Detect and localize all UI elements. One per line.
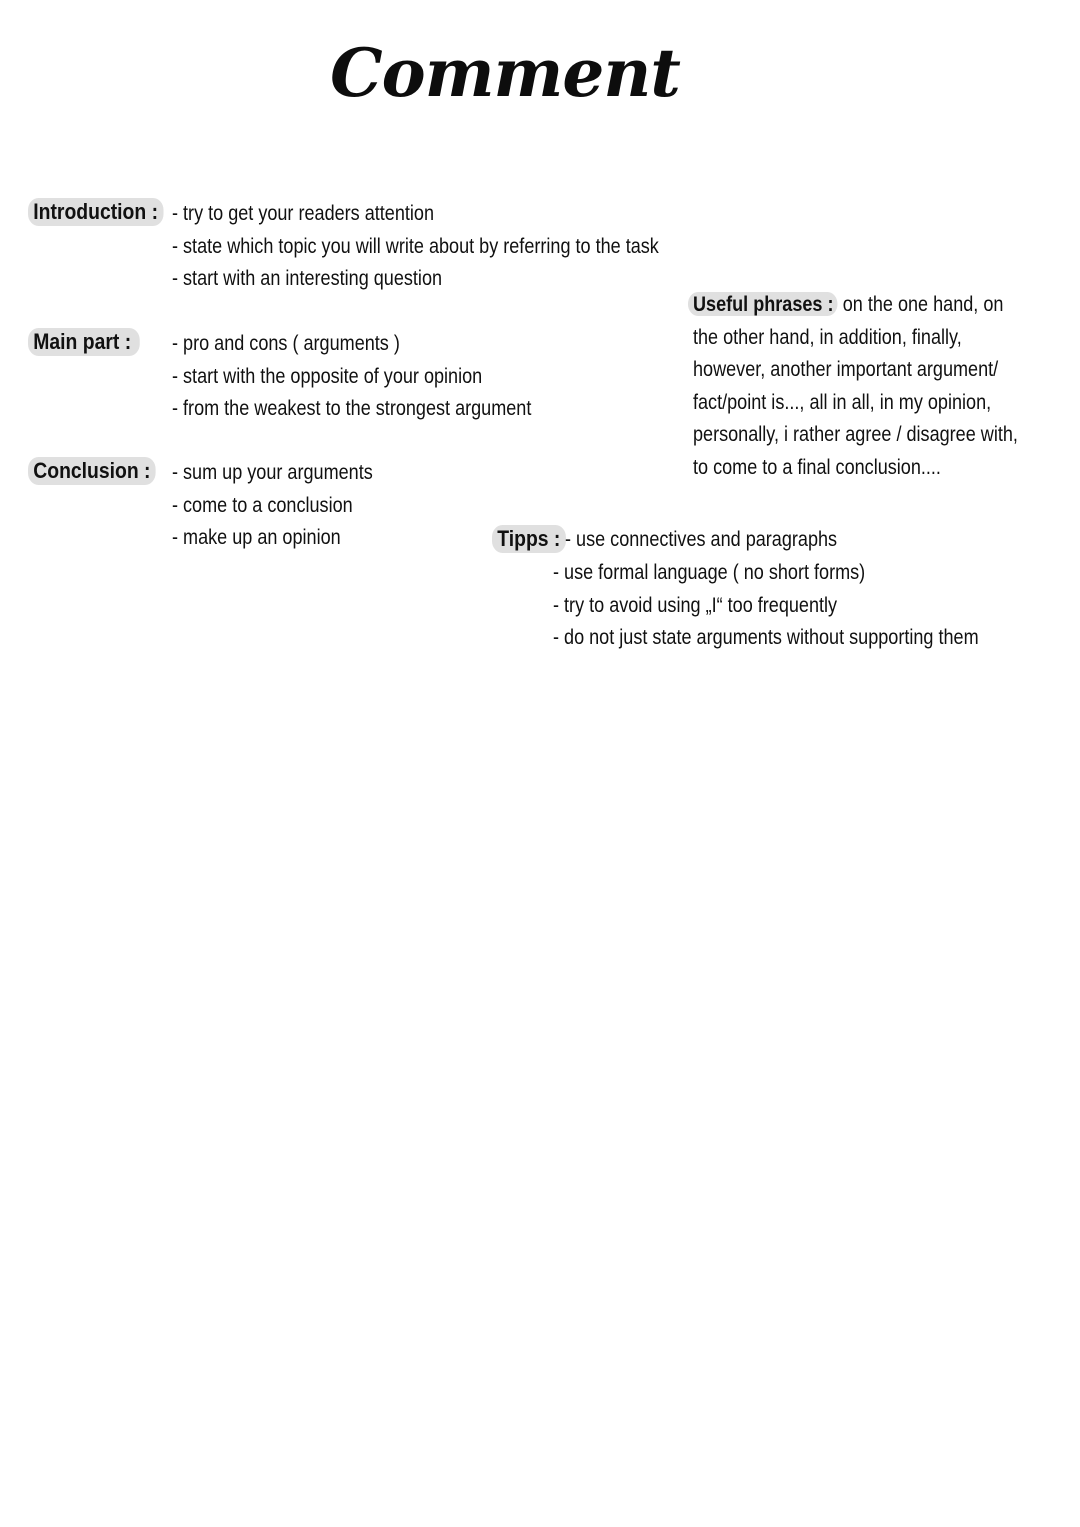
useful-phrases-line: on the one hand, on: [842, 292, 1004, 316]
conclusion-label: Conclusion :: [28, 457, 156, 485]
list-item: - start with the opposite of your opinion: [172, 363, 483, 388]
tipps-list: [553, 556, 1060, 654]
useful-phrases-line: however, another important argument/: [693, 357, 999, 381]
useful-phrases-line: fact/point is..., all in all, in my opinion,: [693, 389, 992, 414]
introduction-list: [172, 197, 752, 295]
list-item: - do not just state arguments without supporting them: [553, 625, 979, 649]
list-item: - start with an interesting question: [172, 266, 443, 290]
tipps-label: Tipps :: [492, 525, 566, 553]
list-item: - from the weakest to the strongest argument: [172, 396, 532, 420]
useful-phrases-first-line: [693, 288, 1004, 321]
tipps-list-first: [565, 523, 889, 556]
useful-phrases-line: to come to a final conclusion....: [693, 454, 941, 479]
list-item: - use formal language ( no short forms): [553, 560, 866, 584]
conclusion-list: [172, 456, 411, 554]
main-part-label: Main part :: [28, 328, 140, 356]
list-item: - state which topic you will write about by referring to the task: [172, 233, 659, 258]
introduction-label: Introduction :: [28, 198, 163, 226]
list-item: - come to a conclusion: [172, 492, 353, 517]
useful-phrases-section: [693, 288, 1063, 483]
list-item: - pro and cons ( arguments ): [172, 331, 400, 355]
useful-phrases-line: personally, i rather agree / disagree with,: [693, 422, 1018, 446]
list-item: - use connectives and paragraphs: [565, 527, 838, 551]
list-item: - try to get your readers attention: [172, 201, 435, 225]
list-item: - try to avoid using „I“ too frequently: [553, 592, 838, 617]
main-part-list: [172, 327, 600, 425]
page-title: Comment: [330, 34, 680, 112]
useful-phrases-line: the other hand, in addition, finally,: [693, 324, 962, 349]
list-item: - sum up your arguments: [172, 460, 373, 484]
list-item: - make up an opinion: [172, 525, 341, 549]
useful-phrases-label: Useful phrases :: [688, 292, 838, 316]
